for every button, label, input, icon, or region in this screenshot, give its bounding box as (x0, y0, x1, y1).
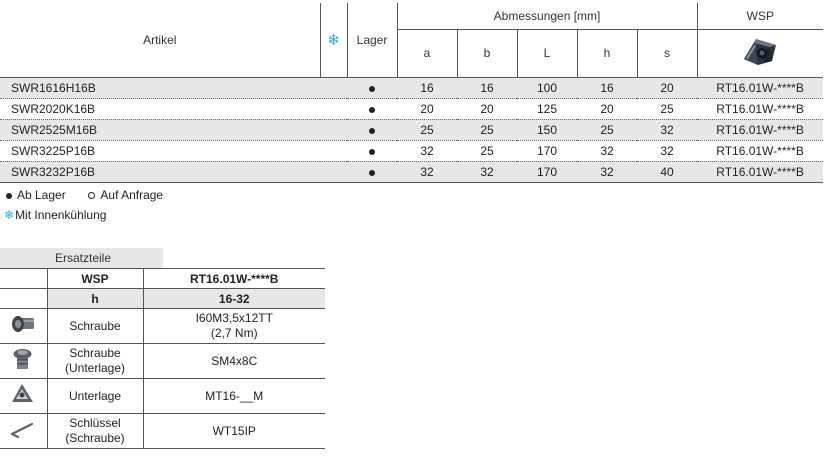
legend-innenkuehlung: Mit Innenkühlung (15, 208, 107, 222)
snowflake-icon: ❄ (327, 31, 340, 49)
cell-wsp: RT16.01W-****B (697, 119, 823, 140)
cell-L: 100 (517, 77, 577, 98)
in-stock-icon (369, 149, 375, 155)
cell-wsp: RT16.01W-****B (697, 140, 823, 161)
cell-L: 150 (517, 119, 577, 140)
cell-h: 32 (577, 140, 637, 161)
part-row (0, 344, 325, 379)
insert-image (697, 29, 823, 77)
cell-h: 32 (577, 161, 637, 182)
part-row (0, 414, 325, 449)
h-label: h (47, 289, 143, 309)
lager-cell (347, 161, 397, 182)
cell-L: 125 (517, 98, 577, 119)
table-row (0, 77, 823, 98)
cell-s: 32 (637, 140, 697, 161)
table-row (0, 140, 823, 161)
wsp-value: RT16.01W-****B (143, 269, 325, 289)
part-name: Schraube (47, 309, 143, 344)
cell-h: 16 (577, 77, 637, 98)
h-row (0, 289, 325, 309)
shim-icon (9, 382, 37, 406)
snowflake-icon: ❄ (4, 208, 15, 222)
cell-wsp: RT16.01W-****B (697, 77, 823, 98)
in-stock-icon (369, 107, 375, 113)
col-b-header: b (457, 29, 517, 77)
empty-circle-icon (88, 192, 95, 199)
col-h-header: h (577, 29, 637, 77)
part-name: Unterlage (47, 379, 143, 414)
cell-a: 16 (397, 77, 457, 98)
col-a-header: a (397, 29, 457, 77)
legend-cooling (4, 208, 106, 222)
cell-s: 32 (637, 119, 697, 140)
part-icon-cell (0, 344, 47, 379)
part-name: Schraube (Unterlage) (47, 344, 143, 379)
cell-b: 25 (457, 140, 517, 161)
filled-dot-icon (6, 193, 12, 199)
cell-wsp: RT16.01W-****B (697, 161, 823, 182)
col-L-header: L (517, 29, 577, 77)
artikel-cell: SWR1616H16B (0, 77, 320, 98)
wsp-label: WSP (47, 269, 143, 289)
cell-h: 20 (577, 98, 637, 119)
part-icon-cell (0, 414, 47, 449)
cell-wsp: RT16.01W-****B (697, 98, 823, 119)
lager-cell (347, 119, 397, 140)
cell-L: 170 (517, 140, 577, 161)
cell-s: 25 (637, 98, 697, 119)
part-icon-cell (0, 379, 47, 414)
key-icon (8, 418, 38, 440)
lager-cell (347, 98, 397, 119)
lager-cell (347, 140, 397, 161)
lager-header: Lager (347, 3, 397, 77)
table-row (0, 119, 823, 140)
artikel-cell: SWR2020K16B (0, 98, 320, 119)
cell-b: 25 (457, 119, 517, 140)
abmessungen-header: Abmessungen [mm] (397, 3, 697, 29)
artikel-cell: SWR3232P16B (0, 161, 320, 182)
cell-h: 25 (577, 119, 637, 140)
in-stock-icon (369, 86, 375, 92)
cell-a: 32 (397, 140, 457, 161)
table-row (0, 98, 823, 119)
cell-b: 20 (457, 98, 517, 119)
cell-a: 25 (397, 119, 457, 140)
product-table (0, 3, 823, 183)
lager-cell (347, 77, 397, 98)
part-row (0, 379, 325, 414)
part-value: WT15IP (143, 414, 325, 449)
legend-ab-lager: Ab Lager (17, 188, 66, 202)
cell-b: 16 (457, 77, 517, 98)
threading-insert-icon (740, 35, 780, 69)
part-row (0, 309, 325, 344)
col-s-header: s (637, 29, 697, 77)
part-value: I60M3,5x12TT (2,7 Nm) (143, 309, 325, 344)
artikel-header: Artikel (0, 3, 320, 77)
part-value: SM4x8C (143, 344, 325, 379)
artikel-cell: SWR2525M16B (0, 119, 320, 140)
cell-s: 20 (637, 77, 697, 98)
wsp-row (0, 269, 325, 289)
cooling-header (320, 3, 347, 77)
cell-L: 170 (517, 161, 577, 182)
shim-screw-icon (8, 346, 38, 372)
cell-a: 20 (397, 98, 457, 119)
screw-icon (8, 312, 38, 336)
legend-stock (6, 188, 163, 202)
in-stock-icon (369, 128, 375, 134)
part-name: Schlüssel (Schraube) (47, 414, 143, 449)
part-value: MT16-__M (143, 379, 325, 414)
h-value: 16-32 (143, 289, 325, 309)
cell-a: 32 (397, 161, 457, 182)
in-stock-icon (369, 170, 375, 176)
spare-parts-table (0, 268, 325, 449)
legend-auf-anfrage: Auf Anfrage (100, 188, 164, 202)
table-row (0, 161, 823, 182)
ersatzteile-title: Ersatzteile (0, 248, 163, 268)
cell-s: 40 (637, 161, 697, 182)
cell-b: 32 (457, 161, 517, 182)
part-icon-cell (0, 309, 47, 344)
artikel-cell: SWR3225P16B (0, 140, 320, 161)
wsp-header: WSP (697, 3, 823, 29)
